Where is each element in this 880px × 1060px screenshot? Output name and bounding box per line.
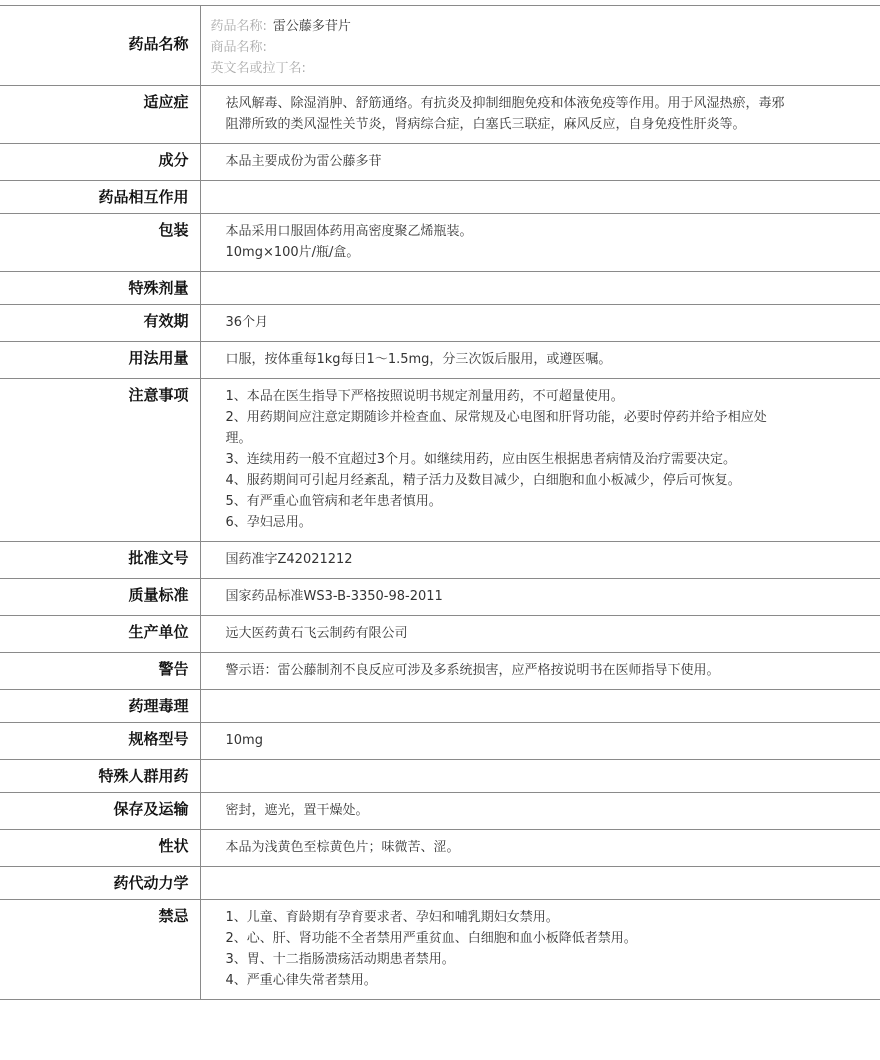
value-line: 10mg×100片/瓶/盒。 [225, 245, 360, 260]
value-interactions [200, 181, 880, 214]
label-pharmacology: 药理毒理 [0, 690, 200, 723]
row-package [0, 214, 880, 272]
value-line: 1、儿童、育龄期有孕育要求者、孕妇和哺乳期妇女禁用。 [225, 910, 559, 925]
row-pharmacokinetics [0, 867, 880, 900]
value-line: 3、连续用药一般不宜超过3个月。如继续用药，应由医生根据患者病情及治疗需要决定。 [225, 452, 737, 467]
label-package: 包装 [0, 214, 200, 272]
value-manufacturer [200, 616, 880, 653]
row-special-dosage [0, 272, 880, 305]
value-line: 10mg [225, 733, 263, 748]
value-line: 国药准字Z42021212 [225, 552, 353, 567]
row-pharmacology [0, 690, 880, 723]
value-expiry [200, 305, 880, 342]
generic-name-value: 雷公藤多苷片 [272, 19, 351, 34]
label-contraindications: 禁忌 [0, 900, 200, 1000]
value-line: 警示语：雷公藤制剂不良反应可涉及多系统损害，应严格按说明书在医师指导下使用。 [225, 663, 720, 678]
value-line: 口服，按体重每1kg每日1～1.5mg，分三次饭后服用，或遵医嘱。 [225, 352, 612, 367]
row-drug-name [0, 6, 880, 86]
value-line: 本品采用口服固体药用高密度聚乙烯瓶装。 [225, 224, 473, 239]
generic-name-label: 药品名称: [210, 19, 267, 34]
row-ingredients [0, 144, 880, 181]
label-drug-name: 药品名称 [0, 6, 200, 86]
value-ingredients [200, 144, 880, 181]
value-pharmacokinetics [200, 867, 880, 900]
label-warning: 警告 [0, 653, 200, 690]
drug-info-table-body [0, 6, 880, 1000]
label-interactions: 药品相互作用 [0, 181, 200, 214]
value-line: 本品主要成份为雷公藤多苷 [225, 154, 382, 169]
row-warning [0, 653, 880, 690]
row-approval [0, 542, 880, 579]
drug-info-table [0, 5, 880, 1000]
row-special-population [0, 760, 880, 793]
row-interactions [0, 181, 880, 214]
value-line: 远大医药黄石飞云制药有限公司 [225, 626, 408, 641]
label-manufacturer: 生产单位 [0, 616, 200, 653]
value-package [200, 214, 880, 272]
label-pharmacokinetics: 药代动力学 [0, 867, 200, 900]
value-approval [200, 542, 880, 579]
row-storage [0, 793, 880, 830]
value-line: 国家药品标准WS3-B-3350-98-2011 [225, 589, 443, 604]
value-line: 4、严重心律失常者禁用。 [225, 973, 377, 988]
value-special-population [200, 760, 880, 793]
value-quality-standard [200, 579, 880, 616]
row-expiry [0, 305, 880, 342]
label-approval: 批准文号 [0, 542, 200, 579]
generic-name-line [211, 16, 871, 37]
value-contraindications [200, 900, 880, 1000]
label-description: 性状 [0, 830, 200, 867]
value-usage [200, 342, 880, 379]
row-quality-standard [0, 579, 880, 616]
row-indications [0, 86, 880, 144]
label-usage: 用法用量 [0, 342, 200, 379]
value-line: 密封，遮光，置干燥处。 [225, 803, 369, 818]
row-manufacturer [0, 616, 880, 653]
row-description [0, 830, 880, 867]
value-indications [200, 86, 880, 144]
value-specification [200, 723, 880, 760]
value-line: 祛风解毒、除湿消肿、舒筋通络。有抗炎及抑制细胞免疫和体液免疫等作用。用于风湿热瘀，毒邪阻滞所致的类风湿性关节炎，肾病综合症，白塞氏三联症，麻风反应，自身免疫性肝炎等。 [225, 96, 785, 132]
label-special-dosage: 特殊剂量 [0, 272, 200, 305]
value-storage [200, 793, 880, 830]
row-specification [0, 723, 880, 760]
value-line: 4、服药期间可引起月经紊乱，精子活力及数目减少，白细胞和血小板减少，停后可恢复。 [225, 473, 741, 488]
row-usage [0, 342, 880, 379]
value-special-dosage [200, 272, 880, 305]
value-pharmacology [200, 690, 880, 723]
label-indications: 适应症 [0, 86, 200, 144]
value-line: 3、胃、十二指肠溃疡活动期患者禁用。 [225, 952, 455, 967]
label-special-population: 特殊人群用药 [0, 760, 200, 793]
english-name-line [211, 58, 871, 79]
label-storage: 保存及运输 [0, 793, 200, 830]
value-description [200, 830, 880, 867]
label-specification: 规格型号 [0, 723, 200, 760]
trade-name-label: 商品名称: [210, 40, 267, 55]
value-line: 5、有严重心血管病和老年患者慎用。 [225, 494, 442, 509]
row-contraindications [0, 900, 880, 1000]
value-line: 6、孕妇忌用。 [225, 515, 312, 530]
value-line: 2、用药期间应注意定期随诊并检查血、尿常规及心电图和肝肾功能，必要时停药并给予相应处理。 [225, 410, 767, 446]
label-quality-standard: 质量标准 [0, 579, 200, 616]
label-expiry: 有效期 [0, 305, 200, 342]
row-precautions [0, 379, 880, 542]
trade-name-line [211, 37, 871, 58]
value-line: 36个月 [225, 315, 269, 330]
label-ingredients: 成分 [0, 144, 200, 181]
english-name-label: 英文名或拉丁名: [210, 61, 306, 76]
value-precautions [200, 379, 880, 542]
value-line: 1、本品在医生指导下严格按照说明书规定剂量用药，不可超量使用。 [225, 389, 624, 404]
value-line: 本品为浅黄色至棕黄色片；味微苦、涩。 [225, 840, 460, 855]
value-line: 2、心、肝、肾功能不全者禁用严重贫血、白细胞和血小板降低者禁用。 [225, 931, 637, 946]
label-precautions: 注意事项 [0, 379, 200, 542]
value-drug-name [200, 6, 880, 86]
value-warning [200, 653, 880, 690]
